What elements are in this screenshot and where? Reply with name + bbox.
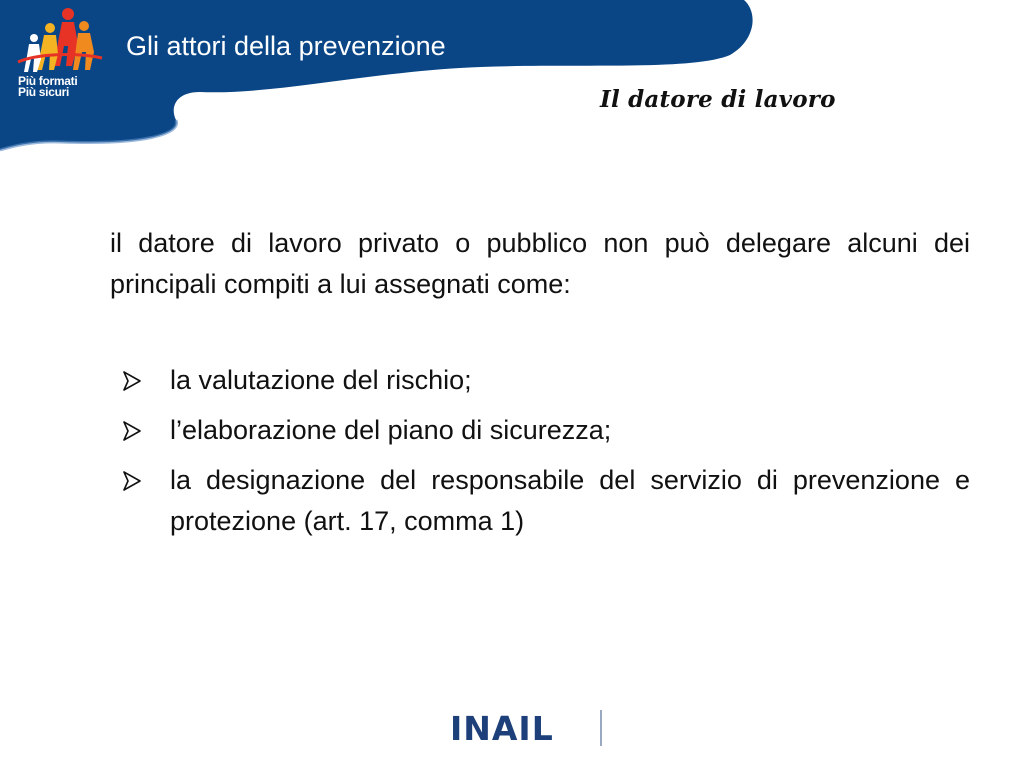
header-banner <box>0 0 760 155</box>
logo-caption-line2: Più sicuri <box>18 85 70 99</box>
list-item <box>122 360 970 401</box>
bullet-text: la valutazione del rischio; <box>170 365 472 395</box>
bullet-list <box>122 360 970 551</box>
list-item <box>122 460 970 542</box>
bullet-text: l’elaborazione del piano di sicurezza; <box>170 415 612 445</box>
logo-caption <box>18 76 102 98</box>
logo-caption-line1: Più formati <box>18 74 78 88</box>
list-item <box>122 410 970 451</box>
slide-subtitle: Il datore di lavoro <box>600 86 836 113</box>
arrow-bullet-icon <box>122 471 142 491</box>
footer-divider <box>600 710 602 746</box>
intro-paragraph: il datore di lavoro privato o pubblico non può delegare alcuni dei principali compiti a lui assegnati come: <box>110 228 970 299</box>
arrow-bullet-icon <box>122 371 142 391</box>
inail-logo: INAIL <box>450 709 554 748</box>
bullet-text: la designazione del responsabile del servizio di prevenzione e protezione (art. 17, comma 1) <box>170 465 970 536</box>
arrow-bullet-icon <box>122 421 142 441</box>
page-title: Gli attori della prevenzione <box>126 31 446 61</box>
